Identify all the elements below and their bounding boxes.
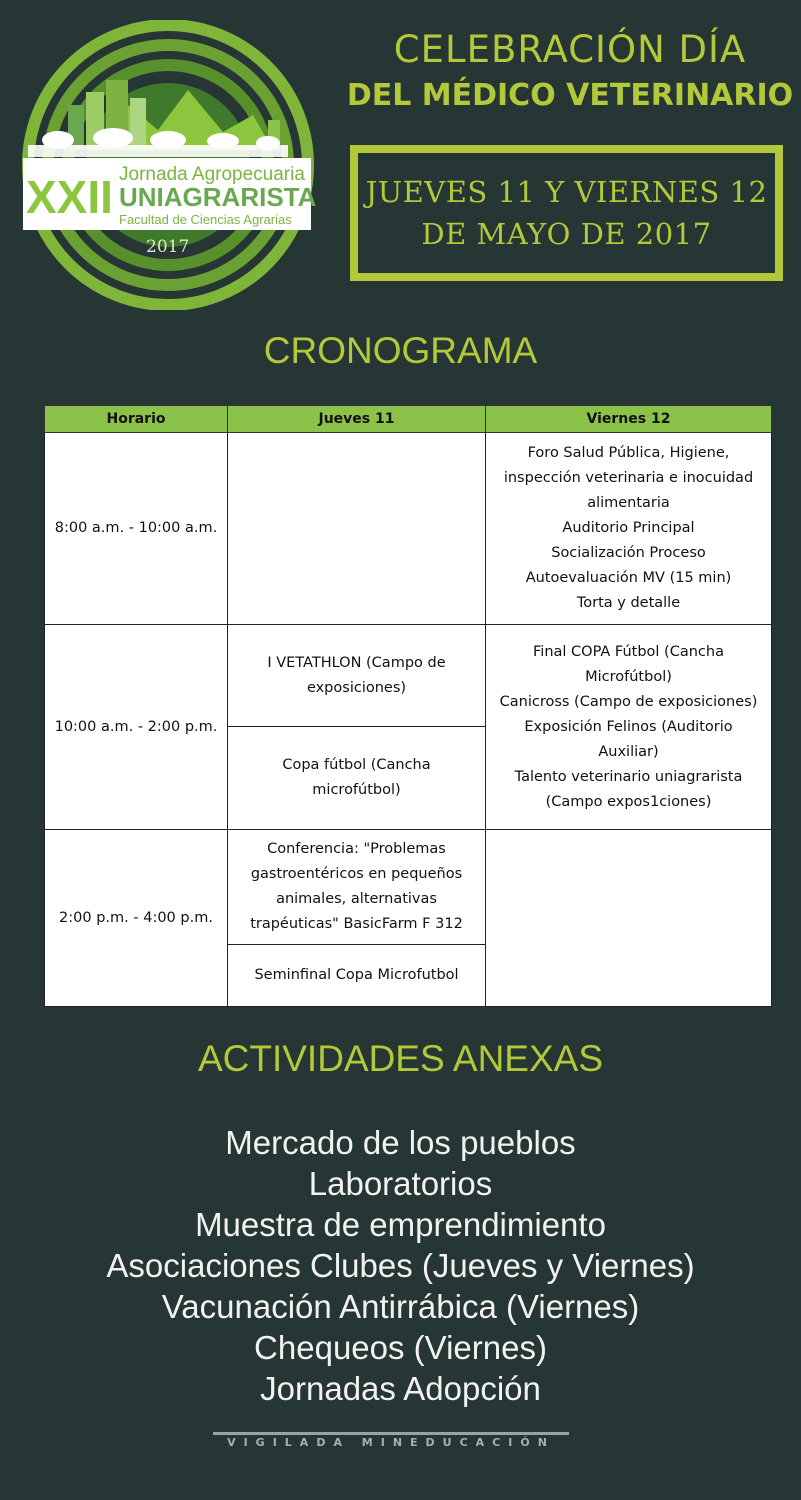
- list-item: Mercado de los pueblos: [225, 1124, 576, 1161]
- list-item: Vacunación Antirrábica (Viernes): [161, 1288, 640, 1325]
- time-cell: 8:00 a.m. - 10:00 a.m.: [45, 433, 228, 625]
- time-cell: 2:00 p.m. - 4:00 p.m.: [45, 830, 228, 1007]
- footer-vigilada: VIGILADA MINEDUCACIÓN: [213, 1432, 569, 1449]
- table-row: [45, 433, 772, 625]
- viernes-cell: [486, 625, 772, 830]
- jueves-cell: I VETATHLON (Campo de exposiciones): [228, 625, 486, 727]
- activity-item: Auditorio Principal: [562, 520, 695, 536]
- jueves-cell: Seminfinal Copa Microfutbol: [228, 945, 486, 1007]
- activity-item: Talento veterinario uniagrarista (Campo expos1ciones): [514, 768, 743, 810]
- logo-line2: UNIAGRARISTA: [119, 182, 317, 212]
- header-horario: Horario: [45, 406, 228, 433]
- event-subtitle: DEL MÉDICO VETERINARIO: [346, 78, 794, 113]
- schedule-header-row: [45, 406, 772, 433]
- jueves-cell: [228, 433, 486, 625]
- event-date-line1: JUEVES 11 Y VIERNES 12: [365, 174, 768, 209]
- list-item: Jornadas Adopción: [260, 1370, 541, 1407]
- list-item: Chequeos (Viernes): [254, 1329, 547, 1366]
- jueves-cell: Copa fútbol (Cancha microfútbol): [228, 727, 486, 830]
- logo-year: 2017: [146, 237, 190, 257]
- list-item: Laboratorios: [308, 1165, 493, 1202]
- cronograma-title: CRONOGRAMA: [263, 330, 538, 371]
- activity-item: Foro Salud Pública, Higiene, inspección veterinaria e inocuidad alimentaria: [503, 445, 754, 511]
- list-item: Asociaciones Clubes (Jueves y Viernes): [106, 1247, 695, 1284]
- activity-item: Canicross (Campo de exposiciones): [499, 693, 758, 710]
- schedule-table: [44, 405, 772, 1007]
- activity-item: Final COPA Fútbol (Cancha Microfútbol): [533, 643, 724, 685]
- time-cell: 10:00 a.m. - 2:00 p.m.: [45, 625, 228, 830]
- viernes-cell: [486, 830, 772, 1007]
- viernes-cell: [486, 433, 772, 625]
- anexas-title: ACTIVIDADES ANEXAS: [197, 1038, 604, 1079]
- logo-line1: Jornada Agropecuaria: [119, 164, 305, 185]
- header-jueves: Jueves 11: [228, 406, 486, 433]
- activity-item: Socialización Proceso Autoevaluación MV (15 min): [525, 545, 732, 586]
- anexas-list: [0, 1122, 801, 1409]
- table-row: [45, 625, 772, 727]
- event-title: CELEBRACIÓN DÍA: [393, 28, 747, 71]
- table-row: [45, 830, 772, 945]
- jueves-cell: Conferencia: "Problemas gastroentéricos en pequeños animales, alternativas trapéuticas" BasicFarm F 312: [228, 830, 486, 945]
- activity-item: Exposición Felinos (Auditorio Auxiliar): [524, 718, 733, 760]
- logo-line3: Facultad de Ciencias Agrarias: [119, 212, 292, 227]
- event-date-box: [350, 145, 783, 281]
- list-item: Muestra de emprendimiento: [195, 1206, 606, 1243]
- activity-item: Torta y detalle: [576, 595, 681, 611]
- logo-numeral: XXII: [26, 171, 113, 223]
- event-date-line2: DE MAYO DE 2017: [421, 217, 712, 251]
- event-logo: [18, 20, 318, 310]
- header-viernes: Viernes 12: [486, 406, 772, 433]
